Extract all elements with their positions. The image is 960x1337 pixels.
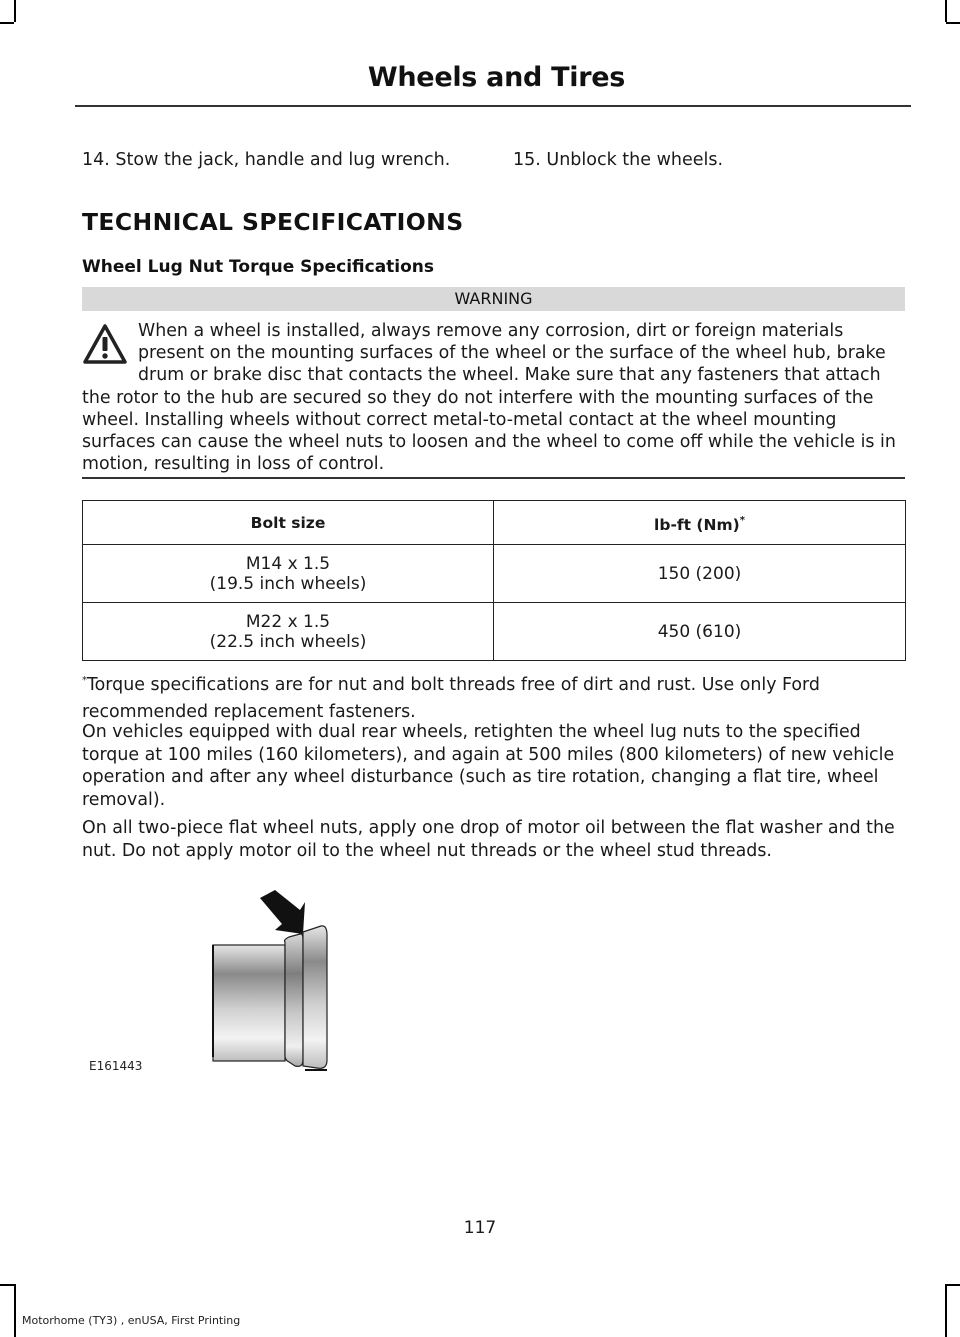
crop-mark	[0, 22, 14, 24]
torque-cell: 150 (200)	[494, 545, 906, 603]
warning-divider	[82, 477, 905, 479]
footnote-text: Torque specifications are for nut and bolt threads free of dirt and rust. Use only Ford recommended replacement fasteners.	[82, 675, 820, 722]
crop-mark	[14, 0, 16, 22]
crop-mark	[945, 0, 947, 22]
flat-wheel-nut-illustration	[205, 890, 335, 1072]
header-torque: lb-ft (Nm)*	[494, 501, 906, 545]
table-header-row	[83, 501, 906, 545]
bolt-size-cell	[83, 603, 494, 661]
table-row	[83, 603, 906, 661]
crop-mark	[945, 1284, 947, 1337]
bolt-size-cell	[83, 545, 494, 603]
page-header-title: Wheels and Tires	[367, 62, 625, 93]
section-heading: TECHNICAL SPECIFICATIONS	[82, 208, 464, 236]
step-14: 14. Stow the jack, handle and lug wrench.	[82, 150, 451, 170]
footnote-marker: *	[739, 514, 745, 526]
crop-mark	[14, 1284, 16, 1337]
warning-text: When a wheel is installed, always remove any corrosion, dirt or foreign materials present on the mounting surfaces of the wheel or the surface of the wheel hub, brake drum or brake disc that contacts the wheel. Make sure that any fasteners that attach the rotor to the hub are secured so they do not interfere with the mounting surfaces of the wheel. Installing wheels without correct metal-to-metal contact at the wheel mounting surfaces can cause the wheel nuts to loosen and the wheel to come off while the vehicle is in motion, resulting in loss of control.	[82, 321, 896, 475]
torque-spec-table	[82, 500, 906, 661]
wheel-size: (19.5 inch wheels)	[209, 573, 367, 594]
crop-mark	[0, 1284, 14, 1286]
bolt-size: M14 x 1.5	[245, 553, 331, 574]
header-bolt-size: Bolt size	[83, 501, 494, 545]
footnote-marker: *	[82, 675, 87, 686]
crop-mark	[946, 1284, 960, 1286]
warning-text-block	[82, 320, 906, 475]
crop-mark	[946, 22, 960, 24]
wheel-size: (22.5 inch wheels)	[209, 631, 367, 652]
edition-note: Motorhome (TY3) , enUSA, First Printing	[22, 1314, 241, 1327]
bolt-size: M22 x 1.5	[245, 611, 331, 632]
step-15: 15. Unblock the wheels.	[513, 150, 724, 170]
table-row	[83, 545, 906, 603]
table-footnote	[82, 667, 906, 726]
page-number: 117	[463, 1218, 497, 1238]
section-subheading: Wheel Lug Nut Torque Specifications	[82, 257, 435, 277]
dual-rear-paragraph: On vehicles equipped with dual rear wheels, retighten the wheel lug nuts to the specified torque at 100 miles (160 kilometers), and again at 500 miles (800 kilometers) of new vehicle operation and after any wheel disturbance (such as tire rotation, changing a flat tire, wheel removal).	[82, 722, 895, 810]
warning-label: WARNING	[82, 287, 905, 311]
torque-cell: 450 (610)	[494, 603, 906, 661]
header-divider	[75, 105, 911, 107]
two-piece-nut-paragraph: On all two-piece flat wheel nuts, apply one drop of motor oil between the flat washer and the nut. Do not apply motor oil to the wheel nut threads or the wheel stud threads.	[82, 818, 895, 861]
figure-id: E161443	[89, 1059, 143, 1073]
